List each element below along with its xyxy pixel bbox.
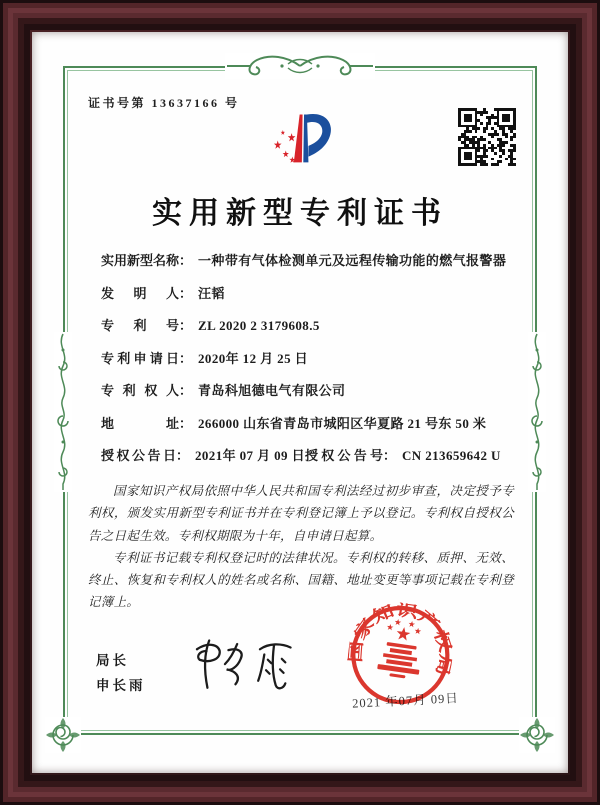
field-row-filing-date: 专利申请日 ： 2020年 12 月 25 日: [101, 348, 521, 368]
field-label: 专利号: [101, 318, 179, 333]
page-title: 实用新型专利证书: [152, 197, 448, 230]
seal-text: 国家知识产权局: [345, 599, 456, 673]
rosette-ornament-right: [519, 717, 555, 753]
field-row-address: 地址 ： 266000 山东省青岛市城阳区华夏路 21 号东 50 米: [101, 413, 521, 433]
field-row-inventor: 发明人 ： 汪韬: [101, 283, 521, 303]
field-value: ZL 2020 2 3179608.5: [198, 318, 320, 333]
signoff-block: [96, 648, 146, 698]
rosette-ornament-left: [45, 717, 81, 753]
seal-date: 2021 年07月 09日: [351, 691, 460, 711]
fields-section: [101, 250, 521, 478]
field-value: 266000 山东省青岛市城阳区华夏路 21 号东 50 米: [198, 415, 487, 431]
field-value: 2020年 12 月 25 日: [198, 350, 309, 366]
certificate-paper: [32, 32, 568, 773]
signature-calligraphy: [177, 630, 307, 705]
field-label: 发明人: [101, 285, 179, 301]
qr-code: [458, 108, 516, 166]
field-label: 专利权人: [101, 383, 179, 398]
field-value: 一种带有气体检测单元及远程传输功能的燃气报警器: [198, 253, 507, 268]
field-value: CN 213659642 U: [402, 448, 501, 463]
scroll-ornament-left: [54, 332, 72, 492]
government-seal: [341, 596, 459, 718]
director-name: 申长雨: [96, 678, 146, 693]
field-label: 地址: [101, 415, 179, 431]
cnipa-logo-icon: [258, 98, 353, 179]
paragraph: 国家知识产权局依照中华人民共和国专利法经过初步审查，决定授予专利权，颁发实用新型专利证书并在专利登记簿上予以登记。专利权自授权公告之日起生效。专利权期限为十年，自申请日起算。: [88, 484, 514, 543]
field-row-name: 实用新型名称 ： 一种带有气体检测单元及远程传输功能的燃气报警器: [101, 250, 521, 270]
field-label: 实用新型名称: [101, 253, 180, 268]
legal-paragraphs: [88, 480, 514, 614]
field-row-patentee: 专利权人 ： 青岛科旭德电气有限公司: [101, 380, 521, 400]
flourish-ornament-top: [225, 53, 375, 79]
scroll-ornament-right: [528, 332, 546, 492]
field-label: 授权公告号: [305, 448, 383, 463]
field-value: 青岛科旭德电气有限公司: [198, 383, 346, 398]
field-value: 汪韬: [198, 285, 225, 301]
field-label: 专利申请日: [101, 350, 179, 366]
paragraph: 专利证书记载专利权登记时的法律状况。专利权的转移、质押、无效、终止、恢复和专利权人的姓名或名称、国籍、地址变更等事项记载在专利登记簿上。: [88, 550, 514, 610]
field-row-patent-no: 专利号 ： ZL 2020 2 3179608.5: [101, 315, 521, 335]
field-label: 授权公告日: [101, 448, 176, 463]
certificate-number: 证书号第 13637166 号: [88, 96, 240, 110]
director-title: 局长: [96, 653, 129, 668]
field-value: 2021年 07 月 09 日: [195, 448, 305, 463]
field-row-grant: 授权公告日 ： 2021年 07 月 09 日 授权公告号 ： CN 213659642 U: [101, 445, 521, 465]
